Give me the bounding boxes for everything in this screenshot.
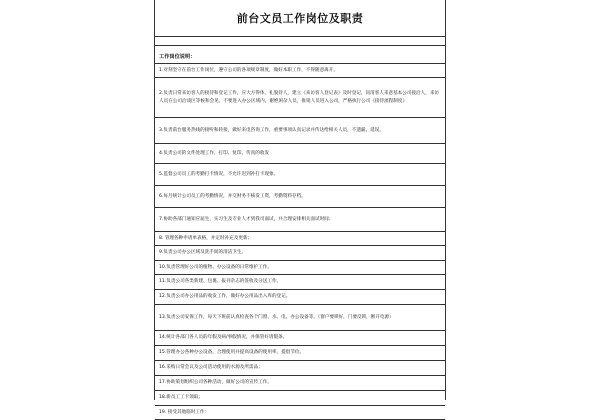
duty-item-1: 1.对刻坚守在前台工作岗位，遵守公司的各项规章制度，做好本职工作，不得随意离开。 xyxy=(155,64,445,78)
duty-item-11: 11.负责公司各类新建、包裹、报刊杂志的签收及分送工作。 xyxy=(155,275,445,290)
duty-item-13: 13.负责公司安保工作，每天下班前认真检查各个门窗、水、电、办公设备等。（窗户要锁好，门要反锁，断开电源） xyxy=(155,305,445,331)
section-heading: 工作岗位说明： xyxy=(155,46,445,64)
spacer-row xyxy=(155,37,445,46)
duty-item-3: 3.负责前台服务热线的接听和转接，做好来电咨询工作，重要事项认真记录并传达给相关人员，不遗漏、延误。 xyxy=(155,118,445,144)
duty-item-14: 14.统计各部门各人员的年假及病/事假情况，并保管好请假条。 xyxy=(155,331,445,346)
duty-item-9: 9.负责公司办公区域及洗手间的清洁卫生。 xyxy=(155,246,445,261)
duty-item-17: 17.协助策划组织公司各种活动，做好公司的宣传工作。 xyxy=(155,376,445,391)
document-title: 前台文员工作岗位及职责 xyxy=(155,0,445,37)
duty-item-6: 6.每月统计公司员工的考勤情况，并交财务不核发工资，考勤资料存档。 xyxy=(155,186,445,208)
duty-item-12: 12.负责公司办公用品的收发工作，做好办公用品出入库的登记。 xyxy=(155,290,445,305)
duty-item-7: 7.协助各部门通知应届生，实习生及专业人才到我司面试，并合理安排相关面试时间； xyxy=(155,208,445,232)
duty-item-15: 15.管理办公各种办公设备，合理使用并提高设备的使用率，提倡节俭。 xyxy=(155,346,445,361)
document-page xyxy=(154,0,446,415)
duty-item-18: 18.新员工工卡领取； xyxy=(155,391,445,406)
duty-item-16: 16.采购日常会议及公司活动使用的水源及所需品； xyxy=(155,361,445,376)
duty-item-5: 5.监督公司员工的考勤打卡情况，不允许迟到补打卡现象。 xyxy=(155,164,445,186)
duty-item-10: 10.负责管理好公司的植物、办公设备的日常维护工作。 xyxy=(155,261,445,275)
duty-item-8: 8. 管理各种申请单表格，并定时补充及更新； xyxy=(155,232,445,246)
duty-item-4: 4.负责公司的文件处理工作，打印、复印、传真的收发 xyxy=(155,144,445,164)
duty-item-2: 2.负责日常来访客人的接待和登记工作，应大方得体，礼貌待人，建立《来访客人登记表》及时登记，问清客人来意基本公司接洽人，来访人员在公司洽谈区等候和会见，不要进入办公区域内，谢绝闲杂人员，推销人员进入公司，严格执行公司《接待流程制度》 xyxy=(155,78,445,118)
duty-item-19: 19. 接受其他临时工作： xyxy=(155,406,445,420)
